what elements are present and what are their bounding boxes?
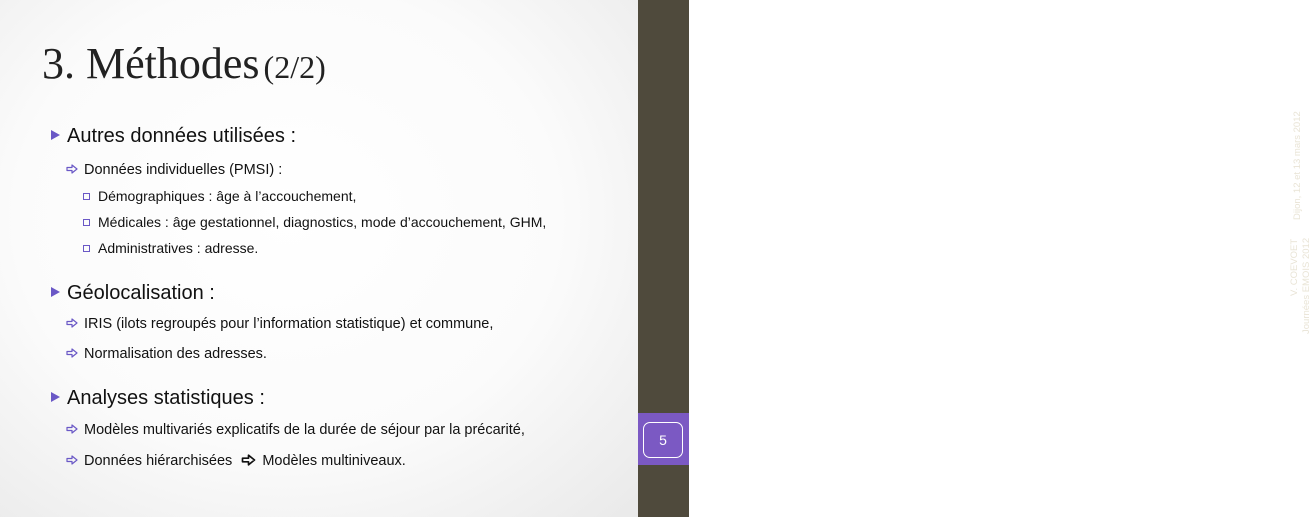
list-item-text-after: Modèles multiniveaux.: [262, 453, 406, 469]
list-item-donnees-individuelles: [66, 162, 282, 178]
list-item-text: Normalisation des adresses.: [84, 346, 267, 362]
inline-arrow-icon: [241, 454, 256, 466]
list-subitem-demographiques: [83, 188, 356, 204]
section-heading-geolocalisation: [51, 282, 215, 305]
arrow-bullet-icon: [66, 455, 78, 465]
list-subitem-text: Médicales : âge gestationnel, diagnostics, mode d’accouchement, GHM,: [98, 214, 547, 230]
list-item-normalisation: [66, 346, 267, 362]
slide-title-main: 3. Méthodes: [42, 39, 260, 88]
triangle-bullet-icon: [51, 130, 60, 140]
slide-title-sub: (2/2): [263, 49, 326, 85]
square-bullet-icon: [83, 219, 90, 226]
page-number-box: [638, 413, 689, 465]
section-heading-autres-donnees: [51, 125, 296, 148]
section-heading-analyses: [51, 387, 265, 410]
list-item-text: Modèles multivariés explicatifs de la durée de séjour par la précarité,: [84, 422, 525, 438]
arrow-bullet-icon: [66, 424, 78, 434]
sidebar-date-text: Dijon, 12 et 13 mars 2012: [1292, 111, 1303, 220]
triangle-bullet-icon: [51, 287, 60, 297]
section-heading-text: Analyses statistiques :: [67, 387, 265, 409]
section-heading-text: Autres données utilisées :: [67, 125, 297, 147]
list-subitem-text: Démographiques : âge à l’accouchement,: [98, 188, 357, 204]
list-item-text: IRIS (ilots regroupés pour l’information statistique) et commune,: [84, 316, 494, 332]
section-heading-text: Géolocalisation :: [67, 282, 215, 304]
sidebar-author-line2: Journées EMOIS 2012: [1301, 237, 1312, 334]
arrow-bullet-icon: [66, 164, 78, 174]
list-item-text: Données individuelles (PMSI) :: [84, 162, 283, 178]
list-item-donnees-hierarchisees: [66, 453, 406, 469]
list-item-iris: [66, 316, 493, 332]
sidebar-author-line1: V. COEVOET: [1289, 238, 1300, 296]
square-bullet-icon: [83, 193, 90, 200]
arrow-bullet-icon: [66, 318, 78, 328]
list-subitem-medicales: [83, 214, 546, 230]
list-item-text-before: Données hiérarchisées: [84, 453, 233, 469]
slide-title: [42, 38, 326, 89]
list-subitem-administratives: [83, 240, 258, 256]
arrow-bullet-icon: [66, 348, 78, 358]
list-subitem-text: Administratives : adresse.: [98, 240, 259, 256]
page-number: 5: [643, 422, 683, 458]
list-item-modeles-multivaries: [66, 422, 525, 438]
square-bullet-icon: [83, 245, 90, 252]
slide-canvas: [0, 0, 638, 517]
triangle-bullet-icon: [51, 392, 60, 402]
